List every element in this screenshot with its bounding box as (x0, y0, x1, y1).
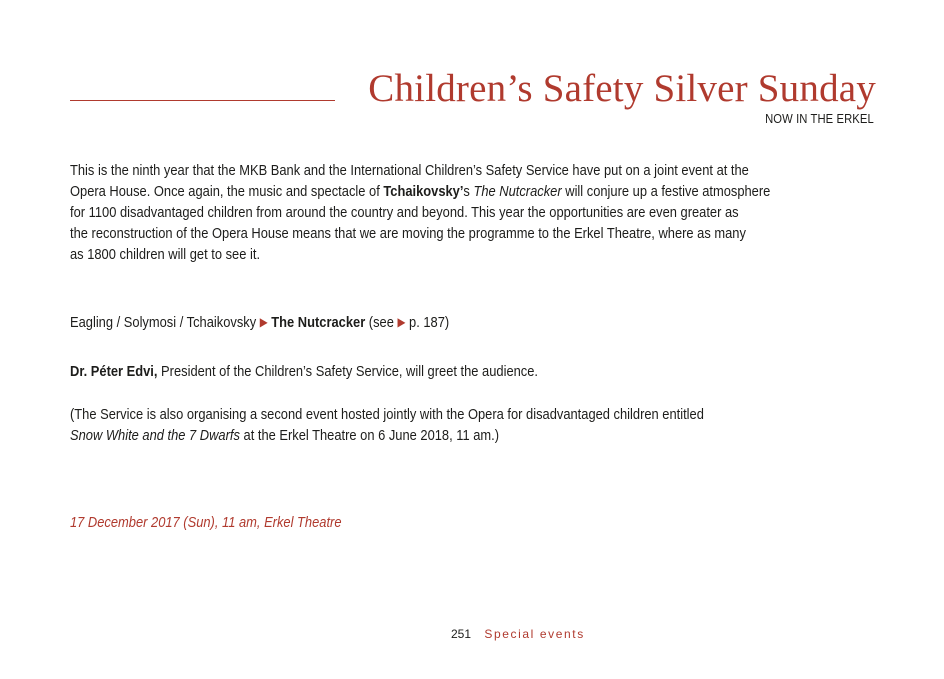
note-text: at the Erkel Theatre on 6 June 2018, 11 am.) (239, 427, 500, 444)
credits-authors: Eagling / Solymosi / Tchaikovsky (70, 314, 257, 331)
event-date: 17 December 2017 (Sun), 11 am, Erkel Theatre (70, 514, 342, 531)
note-line (70, 425, 704, 446)
intro-line: for 1100 disadvantaged children from around the country and beyond. This year the opportunities are even greater as (70, 204, 739, 221)
footer-section: Special events (484, 627, 585, 641)
intro-line: the reconstruction of the Opera House means that we are moving the programme to the Erkel Theatre, where as many (70, 225, 746, 242)
intro-line (70, 181, 770, 202)
intro-text: s (463, 183, 474, 200)
section-subtitle: NOW IN THE ERKEL (765, 112, 874, 126)
page-number: 251 (451, 627, 472, 641)
intro-text: will conjure up a festive atmosphere (561, 183, 771, 200)
credits-see: (see (368, 314, 394, 331)
composer-name: Tchaikovsky’ (383, 183, 464, 200)
intro-line: This is the ninth year that the MKB Bank and the International Children’s Safety Service have put on a joint event at the (70, 162, 749, 179)
production-credits (70, 312, 449, 334)
page-footer (451, 627, 585, 641)
page-title: Children’s Safety Silver Sunday (368, 67, 876, 110)
note-work-title: Snow White and the 7 Dwarfs (70, 427, 240, 444)
title-rule (70, 100, 335, 101)
arrow-icon: ▶ (397, 315, 406, 329)
speaker-name: Dr. Péter Edvi, (70, 363, 158, 380)
credits-work: The Nutcracker (271, 314, 366, 331)
arrow-icon: ▶ (259, 315, 268, 329)
greeting-text: President of the Children’s Safety Service, will greet the audience. (157, 363, 539, 380)
work-title: The Nutcracker (473, 183, 562, 200)
event-note (70, 404, 704, 446)
page-reference: p. 187) (409, 314, 450, 331)
intro-line: as 1800 children will get to see it. (70, 246, 261, 263)
intro-text: Opera House. Once again, the music and spectacle of (70, 183, 384, 200)
greeting-line (70, 361, 538, 382)
note-line: (The Service is also organising a second event hosted jointly with the Opera for disadvantaged children entitled (70, 406, 704, 423)
intro-paragraph (70, 160, 770, 265)
